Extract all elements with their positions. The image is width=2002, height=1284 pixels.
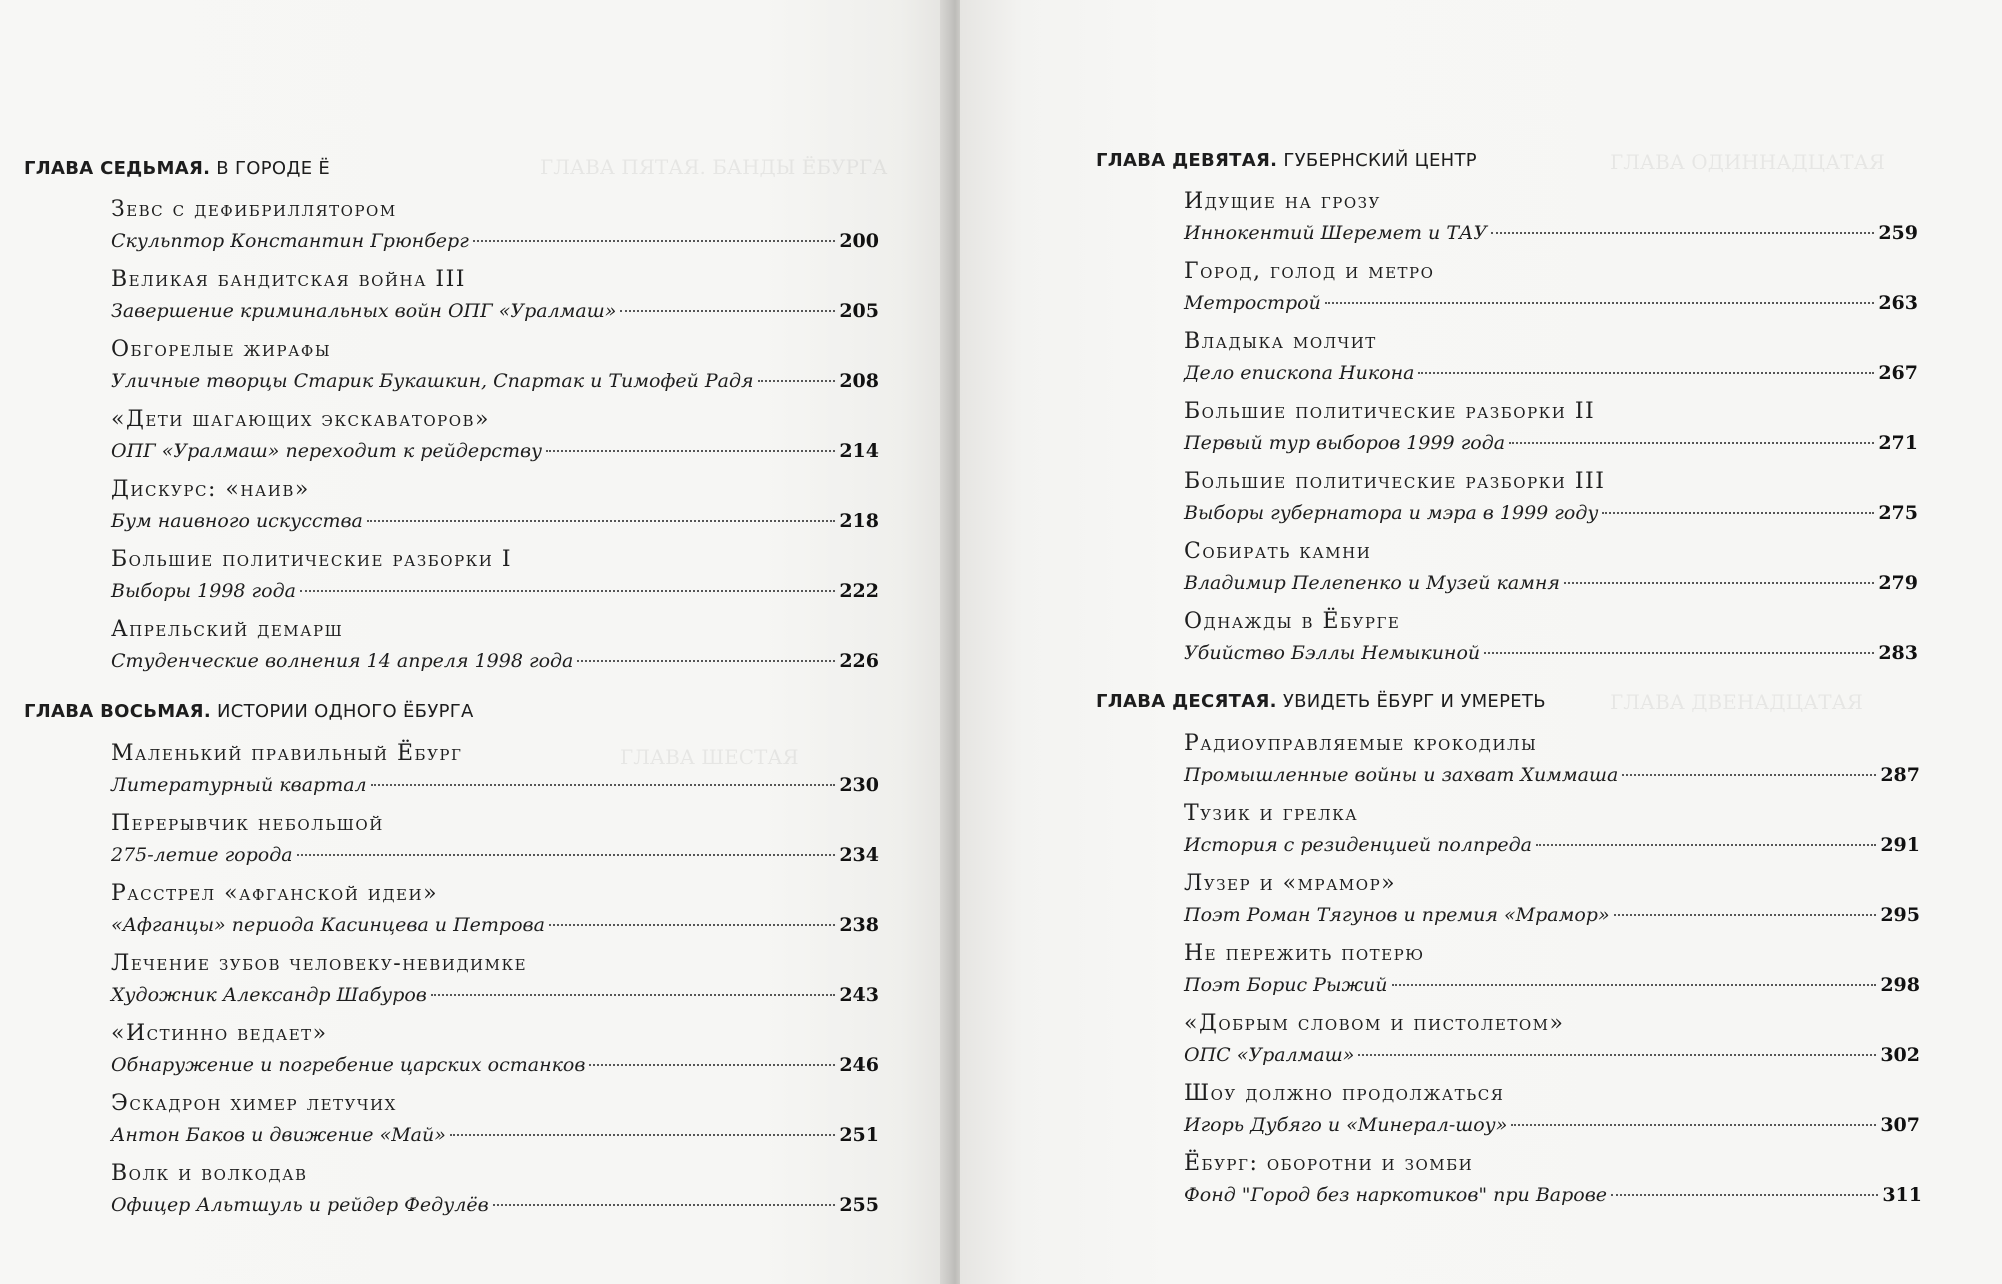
entry-title: Эскадрон химер летучих	[111, 1091, 397, 1116]
dot-leader	[1358, 1054, 1876, 1056]
entry-title: Волк и волкодав	[111, 1161, 308, 1186]
entry-subtitle: Фонд "Город без наркотиков" при Варове	[1184, 1184, 1608, 1206]
page-number: 311	[1882, 1184, 1922, 1206]
entry-title: Ёбург: оборотни и зомби	[1184, 1151, 1474, 1176]
page-number: 307	[1880, 1114, 1920, 1136]
chapter-heading	[1096, 150, 1477, 171]
entry-subtitle: Уличные творцы Старик Букашкин, Спартак и Тимофей Радя	[111, 370, 754, 392]
toc-entry[interactable]	[111, 880, 879, 939]
entry-title: «Добрым словом и пистолетом»	[1184, 1011, 1565, 1036]
entry-title: Расстрел «афганской идеи»	[111, 881, 439, 906]
right-page: ГЛАВА ОДИННАДЦАТАЯ ГЛАВА ДВЕНАДЦАТАЯ ГЛАВА ДЕВЯТАЯ. ГУБЕРНСКИЙ ЦЕНТР Идущие на грозу Иннокентий Шеремет и ТАУ 259 Город, голод и метро Метрострой 263 Владыка молчит Дело епископа Никона 267 Большие политические разборки II Первый тур выборов 1999 года 271 Большие политические разборки III Выборы губернатора и мэра в 1999 году 275 Собирать камни Владимир Пелепенко и Музей камня 279 Однажды в Ёбурге Убийство Бэллы Немыкиной 283 ГЛАВА ДЕСЯТАЯ. УВИДЕТЬ ЁБУРГ И УМЕРЕТЬ Радиоуправляемые крокодилы Промышленные войны и захват Химмаша 287 Тузик и грелка История с резиденцией полпреда 291 Лузер и «мрамор» Поэт Роман Тягунов и премия «Мрамор» 295 Не пережить потерю Поэт Борис Рыжий 298 «Добрым словом и пистолетом» ОПС «Уралмаш» 302 Шоу должно продолжаться Игорь Дубяго и «Минерал-шоу» 307 Ёбург: оборотни и зомби Фонд "Город без наркотиков" при Варове 311	[960, 0, 2002, 1284]
toc-entry[interactable]	[1184, 258, 1918, 317]
entry-subtitle: ОПГ «Уралмаш» переходит к рейдерству	[111, 440, 543, 462]
entry-title: «Истинно ведает»	[111, 1021, 328, 1046]
dot-leader	[589, 1064, 835, 1066]
page-number: 287	[1880, 764, 1920, 786]
page-number: 222	[839, 580, 879, 602]
entry-title: Радиоуправляемые крокодилы	[1184, 731, 1538, 756]
entry-title: Зевс с дефибриллятором	[111, 197, 397, 222]
toc-entry[interactable]	[111, 810, 879, 869]
toc-entry[interactable]	[111, 336, 879, 395]
entry-title: Владыка молчит	[1184, 329, 1377, 354]
page-number: 200	[839, 230, 879, 252]
entry-subtitle: 275-летие города	[111, 844, 293, 866]
entry-title: Город, голод и метро	[1184, 259, 1435, 284]
entry-subtitle: Убийство Бэллы Немыкиной	[1184, 642, 1481, 664]
toc-entry[interactable]	[1184, 1080, 1920, 1139]
toc-entry[interactable]	[1184, 608, 1918, 667]
entry-subtitle: Игорь Дубяго и «Минерал-шоу»	[1184, 1114, 1508, 1136]
chapter-heading	[24, 158, 330, 179]
dot-leader	[300, 590, 835, 592]
toc-entry[interactable]	[1184, 1010, 1920, 1069]
page-number: 251	[839, 1124, 879, 1146]
chapter-number: ГЛАВА СЕДЬМАЯ.	[24, 158, 211, 179]
entry-subtitle: Владимир Пелепенко и Музей камня	[1184, 572, 1560, 594]
dot-leader	[450, 1134, 835, 1136]
chapter-number: ГЛАВА ДЕВЯТАЯ.	[1096, 150, 1278, 171]
entry-title: Дискурс: «наив»	[111, 477, 310, 502]
page-number: 214	[839, 440, 879, 462]
dot-leader	[1564, 582, 1874, 584]
dot-leader	[620, 310, 835, 312]
dot-leader	[297, 854, 836, 856]
left-page: ГЛАВА ПЯТАЯ. БАНДЫ ЁБУРГА ГЛАВА ШЕСТАЯ ГЛАВА СЕДЬМАЯ. В ГОРОДЕ Ё Зевс с дефибриллятором Скульптор Константин Грюнберг 200 Великая бандитская война III Завершение криминальных войн ОПГ «Уралмаш» 205 Обгорелые жирафы Уличные творцы Старик Букашкин, Спартак и Тимофей Радя 208 «Дети шагающих экскаваторов» ОПГ «Уралмаш» переходит к рейдерству 214 Дискурс: «наив» Бум наивного искусства 218 Большие политические разборки I Выборы 1998 года 222 Апрельский демарш Студенческие волнения 14 апреля 1998 года 226 ГЛАВА ВОСЬМАЯ. ИСТОРИИ ОДНОГО ЁБУРГА Маленький правильный Ёбург Литературный квартал 230 Перерывчик небольшой 275-летие города 234 Расстрел «афганской идеи» «Афганцы» периода Касинцева и Петрова 238 Лечение зубов человеку-невидимке Художник Александр Шабуров 243 «Истинно ведает» Обнаружение и погребение царских останков 246 Эскадрон химер летучих Антон Баков и движение «Май» 251 Волк и волкодав Офицер Альтшуль и рейдер Федулёв 255	[0, 0, 948, 1284]
entry-subtitle: Художник Александр Шабуров	[111, 984, 427, 1006]
toc-entry[interactable]	[111, 1020, 879, 1079]
entry-subtitle: Промышленные войны и захват Химмаша	[1184, 764, 1619, 786]
page-number: 271	[1878, 432, 1918, 454]
entry-subtitle: Метрострой	[1184, 292, 1321, 314]
entry-title: Маленький правильный Ёбург	[111, 741, 463, 766]
toc-entry[interactable]	[111, 406, 879, 465]
entry-title: Тузик и грелка	[1184, 801, 1359, 826]
toc-entry[interactable]	[111, 476, 879, 535]
entry-subtitle: Иннокентий Шеремет и ТАУ	[1184, 222, 1488, 244]
dot-leader	[758, 380, 836, 382]
chapter-number: ГЛАВА ВОСЬМАЯ.	[24, 701, 211, 722]
entry-subtitle: Выборы 1998 года	[111, 580, 296, 602]
dot-leader	[1491, 232, 1874, 234]
dot-leader	[1602, 512, 1874, 514]
toc-entry[interactable]	[1184, 538, 1918, 597]
entry-subtitle: Завершение криминальных войн ОПГ «Уралмаш»	[111, 300, 617, 322]
dot-leader	[549, 924, 835, 926]
dot-leader	[1614, 914, 1877, 916]
dot-leader	[473, 240, 836, 242]
chapter-title: ИСТОРИИ ОДНОГО ЁБУРГА	[217, 701, 474, 722]
dot-leader	[1611, 1194, 1878, 1196]
toc-entry[interactable]	[111, 616, 879, 675]
entry-title: Идущие на грозу	[1184, 189, 1381, 214]
entry-subtitle: Поэт Роман Тягунов и премия «Мрамор»	[1184, 904, 1610, 926]
dot-leader	[1484, 652, 1874, 654]
page-number: 238	[839, 914, 879, 936]
chapter-heading	[1096, 691, 1546, 712]
entry-title: Лечение зубов человеку-невидимке	[111, 951, 528, 976]
entry-title: Шоу должно продолжаться	[1184, 1081, 1505, 1106]
toc-entry[interactable]	[111, 1090, 879, 1149]
dot-leader	[1622, 774, 1876, 776]
chapter-title: УВИДЕТЬ ЁБУРГ И УМЕРЕТЬ	[1282, 691, 1546, 712]
entry-subtitle: Первый тур выборов 1999 года	[1184, 432, 1506, 454]
dot-leader	[1325, 302, 1875, 304]
entry-subtitle: ОПС «Уралмаш»	[1184, 1044, 1355, 1066]
entry-subtitle: Антон Баков и движение «Май»	[111, 1124, 446, 1146]
entry-subtitle: Бум наивного искусства	[111, 510, 363, 532]
entry-subtitle: История с резиденцией полпреда	[1184, 834, 1532, 856]
chapter-title: В ГОРОДЕ Ё	[216, 158, 331, 179]
page-number: 234	[839, 844, 879, 866]
entry-title: Обгорелые жирафы	[111, 337, 332, 362]
entry-subtitle: Дело епископа Никона	[1184, 362, 1415, 384]
toc-entry[interactable]	[111, 740, 879, 799]
page-number: 259	[1878, 222, 1918, 244]
page-number: 218	[839, 510, 879, 532]
toc-entry[interactable]	[111, 266, 879, 325]
toc-entry[interactable]	[1184, 398, 1918, 457]
page-number: 226	[839, 650, 879, 672]
entry-subtitle: «Афганцы» периода Касинцева и Петрова	[111, 914, 545, 936]
page-number: 275	[1878, 502, 1918, 524]
dot-leader	[1418, 372, 1874, 374]
page-number: 283	[1878, 642, 1918, 664]
chapter-title: ГУБЕРНСКИЙ ЦЕНТР	[1283, 150, 1477, 171]
page-number: 205	[839, 300, 879, 322]
entry-title: Большие политические разборки I	[111, 547, 513, 572]
entry-title: Однажды в Ёбурге	[1184, 609, 1401, 634]
dot-leader	[371, 784, 836, 786]
dot-leader	[1511, 1124, 1876, 1126]
dot-leader	[367, 520, 835, 522]
page-number: 267	[1878, 362, 1918, 384]
toc-entry[interactable]	[111, 546, 879, 605]
toc-entry[interactable]	[1184, 188, 1918, 247]
toc-entry[interactable]	[1184, 1150, 1922, 1209]
page-number: 230	[839, 774, 879, 796]
toc-entry[interactable]	[111, 1160, 879, 1219]
chapter-number: ГЛАВА ДЕСЯТАЯ.	[1096, 691, 1277, 712]
page-number: 255	[839, 1194, 879, 1216]
dot-leader	[577, 660, 835, 662]
toc-entry[interactable]	[1184, 730, 1920, 789]
entry-title: Лузер и «мрамор»	[1184, 871, 1397, 896]
page-number: 279	[1878, 572, 1918, 594]
page-number: 263	[1878, 292, 1918, 314]
entry-subtitle: Выборы губернатора и мэра в 1999 году	[1184, 502, 1599, 524]
toc-entry[interactable]	[1184, 468, 1918, 527]
entry-title: Большие политические разборки II	[1184, 399, 1596, 424]
dot-leader	[493, 1204, 836, 1206]
page-number: 246	[839, 1054, 879, 1076]
entry-title: Великая бандитская война III	[111, 267, 466, 292]
toc-entry[interactable]	[1184, 800, 1920, 859]
entry-title: Апрельский демарш	[111, 617, 344, 642]
dot-leader	[1509, 442, 1874, 444]
entry-subtitle: Студенческие волнения 14 апреля 1998 года	[111, 650, 574, 672]
toc-entry[interactable]	[1184, 870, 1920, 929]
dot-leader	[546, 450, 835, 452]
entry-subtitle: Обнаружение и погребение царских останков	[111, 1054, 586, 1076]
chapter-heading	[24, 701, 474, 722]
page-number: 295	[1880, 904, 1920, 926]
toc-entry[interactable]	[111, 950, 879, 1009]
entry-title: Собирать камни	[1184, 539, 1372, 564]
entry-subtitle: Литературный квартал	[111, 774, 367, 796]
toc-entry[interactable]	[1184, 940, 1920, 999]
page-number: 291	[1880, 834, 1920, 856]
toc-entry[interactable]	[1184, 328, 1918, 387]
entry-subtitle: Поэт Борис Рыжий	[1184, 974, 1388, 996]
page-number: 302	[1880, 1044, 1920, 1066]
entry-subtitle: Скульптор Константин Грюнберг	[111, 230, 469, 252]
dot-leader	[1536, 844, 1876, 846]
entry-subtitle: Офицер Альтшуль и рейдер Федулёв	[111, 1194, 489, 1216]
dot-leader	[1392, 984, 1877, 986]
page-number: 208	[839, 370, 879, 392]
page-number: 298	[1880, 974, 1920, 996]
entry-title: «Дети шагающих экскаваторов»	[111, 407, 491, 432]
entry-title: Перерывчик небольшой	[111, 811, 384, 836]
page-number: 243	[839, 984, 879, 1006]
entry-title: Не пережить потерю	[1184, 941, 1425, 966]
entry-title: Большие политические разборки III	[1184, 469, 1606, 494]
toc-entry[interactable]	[111, 196, 879, 255]
dot-leader	[431, 994, 835, 996]
